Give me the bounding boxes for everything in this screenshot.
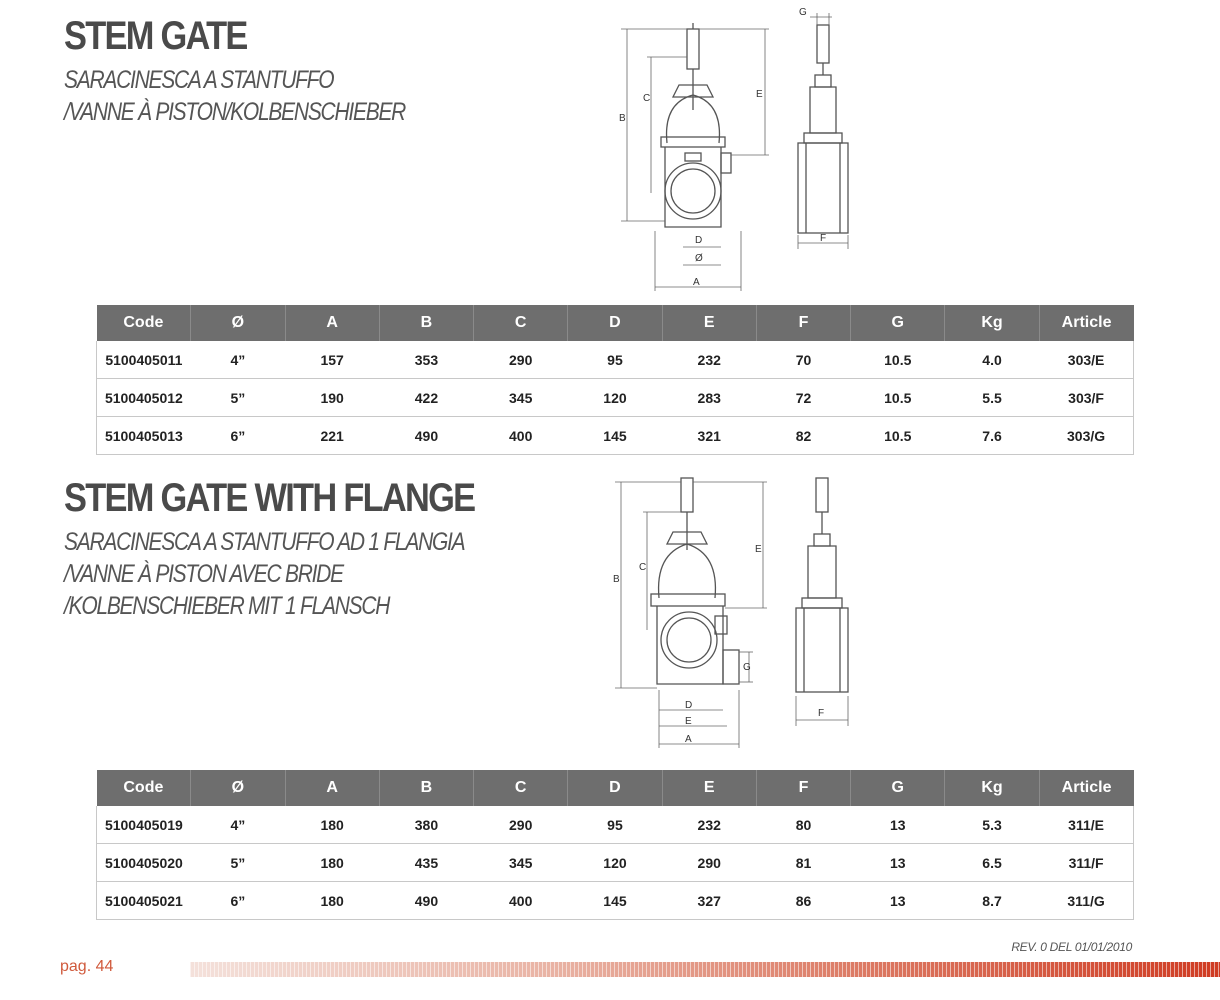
dim-label-d: D bbox=[685, 700, 693, 711]
stem-gate-side-svg bbox=[790, 3, 860, 253]
column-header-g: G bbox=[851, 305, 945, 341]
cell-kg: 6.5 bbox=[945, 844, 1039, 882]
table-header-row bbox=[97, 770, 1134, 806]
cell-e: 290 bbox=[662, 844, 756, 882]
cell-d: 95 bbox=[568, 341, 662, 379]
cell-g: 10.5 bbox=[851, 379, 945, 417]
column-header-c: C bbox=[474, 770, 568, 806]
stem-gate-flange-front-svg bbox=[605, 470, 775, 752]
cell-b: 380 bbox=[379, 806, 473, 844]
section-subtitle-stem-gate-with-flange bbox=[64, 526, 464, 622]
cell-a: 180 bbox=[285, 844, 379, 882]
column-header-g: G bbox=[851, 770, 945, 806]
column-header-d: D bbox=[568, 770, 662, 806]
cell-article: 311/G bbox=[1039, 882, 1133, 920]
cell-f: 82 bbox=[756, 417, 850, 455]
cell-d: 145 bbox=[568, 417, 662, 455]
cell-d: 120 bbox=[568, 844, 662, 882]
cell-f: 80 bbox=[756, 806, 850, 844]
section-title-stem-gate: STEM GATE bbox=[64, 14, 247, 58]
cell-diameter: 5” bbox=[191, 379, 285, 417]
cell-c: 345 bbox=[474, 844, 568, 882]
cell-code: 5100405012 bbox=[97, 379, 191, 417]
cell-diameter: 5” bbox=[191, 844, 285, 882]
cell-c: 345 bbox=[474, 379, 568, 417]
cell-a: 157 bbox=[285, 341, 379, 379]
dim-label-a: A bbox=[685, 734, 692, 745]
column-header-b: B bbox=[379, 770, 473, 806]
subtitle-line: /KOLBENSCHIEBER MIT 1 FLANSCH bbox=[64, 592, 390, 620]
cell-g: 13 bbox=[851, 844, 945, 882]
cell-kg: 5.5 bbox=[945, 379, 1039, 417]
cell-g: 10.5 bbox=[851, 417, 945, 455]
cell-b: 490 bbox=[379, 417, 473, 455]
dim-label-e: E bbox=[755, 544, 762, 555]
stem-gate-flange-side-drawing bbox=[790, 470, 860, 732]
cell-code: 5100405021 bbox=[97, 882, 191, 920]
table-row bbox=[97, 341, 1134, 379]
table-header-row bbox=[97, 305, 1134, 341]
cell-kg: 8.7 bbox=[945, 882, 1039, 920]
cell-article: 311/E bbox=[1039, 806, 1133, 844]
cell-diameter: 6” bbox=[191, 882, 285, 920]
subtitle-line: /VANNE À PISTON/KOLBENSCHIEBER bbox=[64, 98, 406, 126]
column-header-kg: Kg bbox=[945, 770, 1039, 806]
table-row bbox=[97, 806, 1134, 844]
table-row bbox=[97, 379, 1134, 417]
cell-kg: 4.0 bbox=[945, 341, 1039, 379]
cell-f: 86 bbox=[756, 882, 850, 920]
column-header-c: C bbox=[474, 305, 568, 341]
cell-c: 290 bbox=[474, 806, 568, 844]
cell-g: 10.5 bbox=[851, 341, 945, 379]
cell-kg: 5.3 bbox=[945, 806, 1039, 844]
dim-label-c: C bbox=[643, 93, 651, 104]
column-header-f: F bbox=[756, 305, 850, 341]
cell-article: 303/E bbox=[1039, 341, 1133, 379]
column-header-diameter: Ø bbox=[191, 770, 285, 806]
cell-article: 303/F bbox=[1039, 379, 1133, 417]
cell-article: 311/F bbox=[1039, 844, 1133, 882]
dim-label-b: B bbox=[613, 574, 620, 585]
stem-gate-front-drawing bbox=[605, 5, 775, 297]
cell-e: 232 bbox=[662, 806, 756, 844]
cell-a: 180 bbox=[285, 882, 379, 920]
column-header-diameter: Ø bbox=[191, 305, 285, 341]
stem-gate-side-drawing bbox=[790, 3, 860, 253]
table-row bbox=[97, 844, 1134, 882]
cell-b: 490 bbox=[379, 882, 473, 920]
stem-gate-flange-side-svg bbox=[790, 470, 860, 732]
page-number: pag. 44 bbox=[60, 958, 114, 975]
stem-gate-front-svg bbox=[605, 5, 775, 297]
column-header-a: A bbox=[285, 770, 379, 806]
cell-c: 400 bbox=[474, 882, 568, 920]
cell-b: 353 bbox=[379, 341, 473, 379]
table-row bbox=[97, 882, 1134, 920]
column-header-a: A bbox=[285, 305, 379, 341]
revision-note: REV. 0 DEL 01/01/2010 bbox=[1011, 940, 1132, 954]
column-header-article: Article bbox=[1039, 770, 1133, 806]
stem-gate-flange-front-drawing bbox=[605, 470, 775, 752]
dim-label-a: A bbox=[693, 277, 700, 288]
dim-label-g: G bbox=[799, 7, 807, 18]
cell-e: 283 bbox=[662, 379, 756, 417]
cell-code: 5100405019 bbox=[97, 806, 191, 844]
cell-diameter: 4” bbox=[191, 341, 285, 379]
dim-label-b: B bbox=[619, 113, 626, 124]
column-header-e: E bbox=[662, 770, 756, 806]
column-header-kg: Kg bbox=[945, 305, 1039, 341]
section-title-stem-gate-with-flange: STEM GATE WITH FLANGE bbox=[64, 476, 475, 520]
dim-label-e-lower: E bbox=[685, 716, 692, 727]
cell-diameter: 6” bbox=[191, 417, 285, 455]
dim-label-d: D bbox=[695, 235, 703, 246]
column-header-d: D bbox=[568, 305, 662, 341]
cell-b: 435 bbox=[379, 844, 473, 882]
subtitle-line: SARACINESCA A STANTUFFO AD 1 FLANGIA bbox=[64, 528, 465, 556]
cell-f: 72 bbox=[756, 379, 850, 417]
column-header-b: B bbox=[379, 305, 473, 341]
table-row bbox=[97, 417, 1134, 455]
cell-diameter: 4” bbox=[191, 806, 285, 844]
dim-label-f: F bbox=[818, 708, 825, 719]
cell-a: 180 bbox=[285, 806, 379, 844]
section-subtitle-stem-gate bbox=[64, 64, 405, 128]
dim-label-g: G bbox=[743, 662, 751, 673]
cell-a: 221 bbox=[285, 417, 379, 455]
subtitle-line: /VANNE À PISTON AVEC BRIDE bbox=[64, 560, 343, 588]
subtitle-line: SARACINESCA A STANTUFFO bbox=[64, 66, 334, 94]
cell-g: 13 bbox=[851, 806, 945, 844]
stem-gate-spec-table bbox=[96, 305, 1134, 455]
column-header-code: Code bbox=[97, 305, 191, 341]
cell-code: 5100405011 bbox=[97, 341, 191, 379]
dim-label-diameter: Ø bbox=[695, 253, 703, 264]
column-header-article: Article bbox=[1039, 305, 1133, 341]
cell-e: 327 bbox=[662, 882, 756, 920]
cell-code: 5100405020 bbox=[97, 844, 191, 882]
cell-d: 145 bbox=[568, 882, 662, 920]
cell-d: 120 bbox=[568, 379, 662, 417]
dim-label-c: C bbox=[639, 562, 647, 573]
cell-b: 422 bbox=[379, 379, 473, 417]
dim-label-e: E bbox=[756, 89, 763, 100]
cell-g: 13 bbox=[851, 882, 945, 920]
cell-c: 400 bbox=[474, 417, 568, 455]
cell-d: 95 bbox=[568, 806, 662, 844]
cell-f: 70 bbox=[756, 341, 850, 379]
stem-gate-flange-spec-table bbox=[96, 770, 1134, 920]
column-header-f: F bbox=[756, 770, 850, 806]
cell-e: 321 bbox=[662, 417, 756, 455]
cell-code: 5100405013 bbox=[97, 417, 191, 455]
cell-e: 232 bbox=[662, 341, 756, 379]
cell-a: 190 bbox=[285, 379, 379, 417]
cell-kg: 7.6 bbox=[945, 417, 1039, 455]
dim-label-f: F bbox=[820, 233, 827, 244]
column-header-e: E bbox=[662, 305, 756, 341]
column-header-code: Code bbox=[97, 770, 191, 806]
cell-c: 290 bbox=[474, 341, 568, 379]
cell-f: 81 bbox=[756, 844, 850, 882]
footer-gradient-bar bbox=[190, 962, 1220, 977]
cell-article: 303/G bbox=[1039, 417, 1133, 455]
